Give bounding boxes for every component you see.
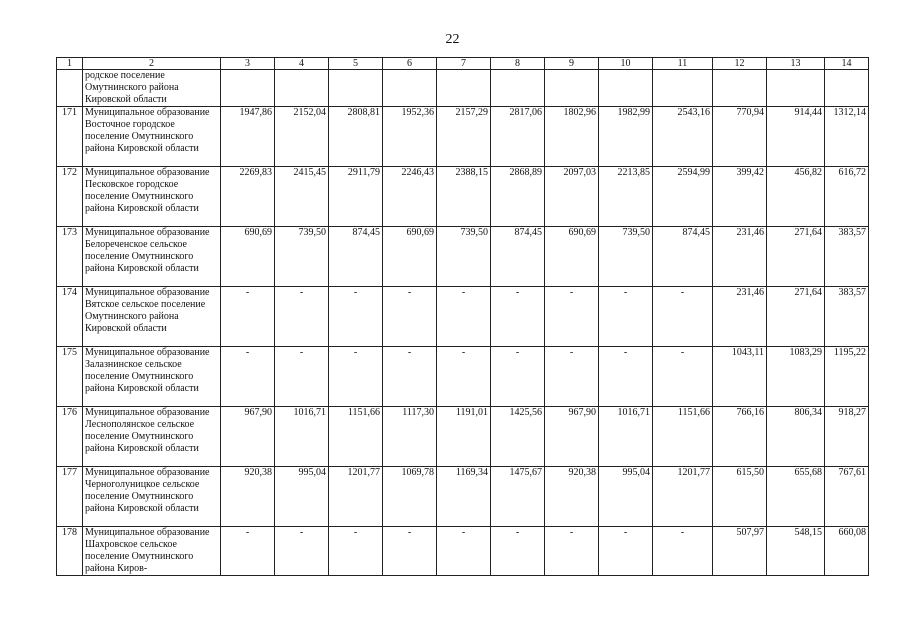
value-cell: 1201,77	[329, 467, 383, 527]
municipality-name: Муниципальное образование Восточное городское поселение Омутнинского района Кировской области	[83, 107, 221, 167]
value-cell: -	[599, 527, 653, 576]
table-row	[57, 107, 869, 167]
value-cell: -	[437, 287, 491, 347]
value-cell: 1947,86	[221, 107, 275, 167]
value-cell: 2269,83	[221, 167, 275, 227]
table-row	[57, 527, 869, 576]
row-number: 176	[57, 407, 83, 467]
value-cell: -	[221, 287, 275, 347]
value-cell: -	[653, 527, 713, 576]
value-cell: 2152,04	[275, 107, 329, 167]
column-header: 3	[221, 58, 275, 70]
row-number	[57, 70, 83, 107]
value-cell: -	[653, 347, 713, 407]
value-cell: -	[275, 287, 329, 347]
row-number: 173	[57, 227, 83, 287]
value-cell: 2388,15	[437, 167, 491, 227]
value-cell: 766,16	[713, 407, 767, 467]
value-cell: 2097,03	[545, 167, 599, 227]
municipality-name: Муниципальное образование Черноголуницкое сельское поселение Омутнинского района Кировской области	[83, 467, 221, 527]
value-cell: 918,27	[825, 407, 869, 467]
column-header: 14	[825, 58, 869, 70]
table-row	[57, 467, 869, 527]
value-cell: 231,46	[713, 227, 767, 287]
value-cell: -	[275, 347, 329, 407]
value-cell: 995,04	[599, 467, 653, 527]
municipality-name: Муниципальное образование Шахровское сельское поселение Омутнинского района Киров-	[83, 527, 221, 576]
value-cell: 690,69	[221, 227, 275, 287]
value-cell: 1117,30	[383, 407, 437, 467]
table-row	[57, 347, 869, 407]
value-cell: -	[599, 287, 653, 347]
value-cell: -	[437, 527, 491, 576]
column-header: 2	[83, 58, 221, 70]
value-cell: 507,97	[713, 527, 767, 576]
value-cell: -	[383, 347, 437, 407]
value-cell: 2817,06	[491, 107, 545, 167]
value-cell: 920,38	[221, 467, 275, 527]
municipality-name: родское поселение Омутнинского района Кировской области	[83, 70, 221, 107]
column-header: 11	[653, 58, 713, 70]
column-header: 5	[329, 58, 383, 70]
value-cell: -	[545, 347, 599, 407]
value-cell: -	[491, 287, 545, 347]
value-cell: -	[221, 527, 275, 576]
table-row	[57, 287, 869, 347]
value-cell: 874,45	[329, 227, 383, 287]
municipality-name: Муниципальное образование Леснополянское сельское поселение Омутнинского района Кировской области	[83, 407, 221, 467]
page-number: 22	[445, 32, 460, 47]
value-cell: 1475,67	[491, 467, 545, 527]
value-cell: 920,38	[545, 467, 599, 527]
value-cell: 1016,71	[275, 407, 329, 467]
value-cell: 690,69	[383, 227, 437, 287]
value-cell: 399,42	[713, 167, 767, 227]
value-cell: 967,90	[221, 407, 275, 467]
row-number: 175	[57, 347, 83, 407]
value-cell: 383,57	[825, 227, 869, 287]
value-cell: 615,50	[713, 467, 767, 527]
value-cell: 1802,96	[545, 107, 599, 167]
value-cell: -	[329, 347, 383, 407]
value-cell: 1043,11	[713, 347, 767, 407]
column-header: 1	[57, 58, 83, 70]
column-header: 12	[713, 58, 767, 70]
value-cell: 739,50	[599, 227, 653, 287]
value-cell: -	[437, 347, 491, 407]
value-cell: 2594,99	[653, 167, 713, 227]
value-cell	[221, 70, 275, 107]
value-cell: -	[383, 527, 437, 576]
value-cell: 874,45	[653, 227, 713, 287]
value-cell	[275, 70, 329, 107]
value-cell: 2543,16	[653, 107, 713, 167]
value-cell: 456,82	[767, 167, 825, 227]
value-cell: -	[545, 527, 599, 576]
value-cell: 1312,14	[825, 107, 869, 167]
value-cell: -	[491, 347, 545, 407]
row-number: 177	[57, 467, 83, 527]
value-cell: -	[653, 287, 713, 347]
value-cell: 767,61	[825, 467, 869, 527]
value-cell	[329, 70, 383, 107]
column-header: 13	[767, 58, 825, 70]
municipality-name: Муниципальное образование Залазнинское сельское поселение Омутнинского района Кировской области	[83, 347, 221, 407]
value-cell: 660,08	[825, 527, 869, 576]
value-cell: 1195,22	[825, 347, 869, 407]
value-cell: 1151,66	[329, 407, 383, 467]
table-row	[57, 227, 869, 287]
row-number: 171	[57, 107, 83, 167]
value-cell: 2808,81	[329, 107, 383, 167]
table-row	[57, 70, 869, 107]
value-cell: 739,50	[275, 227, 329, 287]
value-cell	[713, 70, 767, 107]
value-cell	[491, 70, 545, 107]
value-cell: 874,45	[491, 227, 545, 287]
value-cell: -	[329, 527, 383, 576]
value-cell: 770,94	[713, 107, 767, 167]
value-cell: -	[383, 287, 437, 347]
column-header: 9	[545, 58, 599, 70]
value-cell: 1982,99	[599, 107, 653, 167]
column-header: 6	[383, 58, 437, 70]
table-row	[57, 167, 869, 227]
value-cell: 383,57	[825, 287, 869, 347]
value-cell: -	[275, 527, 329, 576]
row-number: 178	[57, 527, 83, 576]
value-cell: 1069,78	[383, 467, 437, 527]
column-header: 7	[437, 58, 491, 70]
value-cell	[383, 70, 437, 107]
value-cell: 2415,45	[275, 167, 329, 227]
value-cell	[653, 70, 713, 107]
value-cell: 1169,34	[437, 467, 491, 527]
value-cell: 1083,29	[767, 347, 825, 407]
column-header: 10	[599, 58, 653, 70]
value-cell: 2868,89	[491, 167, 545, 227]
value-cell: 271,64	[767, 287, 825, 347]
value-cell	[767, 70, 825, 107]
value-cell: 739,50	[437, 227, 491, 287]
tariff-table	[56, 57, 869, 576]
value-cell: 690,69	[545, 227, 599, 287]
value-cell: 2911,79	[329, 167, 383, 227]
value-cell	[545, 70, 599, 107]
value-cell: -	[491, 527, 545, 576]
value-cell	[599, 70, 653, 107]
municipality-name: Муниципальное образование Вятское сельское поселение Омутнинского района Кировской области	[83, 287, 221, 347]
value-cell: 806,34	[767, 407, 825, 467]
value-cell: 271,64	[767, 227, 825, 287]
value-cell: 655,68	[767, 467, 825, 527]
value-cell: 995,04	[275, 467, 329, 527]
value-cell: 1191,01	[437, 407, 491, 467]
value-cell: 616,72	[825, 167, 869, 227]
value-cell	[437, 70, 491, 107]
value-cell: 967,90	[545, 407, 599, 467]
row-number: 172	[57, 167, 83, 227]
value-cell: 1952,36	[383, 107, 437, 167]
value-cell: 914,44	[767, 107, 825, 167]
municipality-name: Муниципальное образование Белореченское сельское поселение Омутнинского района Кировской области	[83, 227, 221, 287]
table-row	[57, 407, 869, 467]
column-header: 4	[275, 58, 329, 70]
value-cell: 2213,85	[599, 167, 653, 227]
value-cell: 1425,56	[491, 407, 545, 467]
value-cell: -	[221, 347, 275, 407]
value-cell: -	[545, 287, 599, 347]
municipality-name: Муниципальное образование Песковское городское поселение Омутнинского района Кировской области	[83, 167, 221, 227]
value-cell: 1016,71	[599, 407, 653, 467]
value-cell: 548,15	[767, 527, 825, 576]
value-cell: 2246,43	[383, 167, 437, 227]
column-header: 8	[491, 58, 545, 70]
header-row	[57, 58, 869, 70]
value-cell	[825, 70, 869, 107]
value-cell: -	[599, 347, 653, 407]
value-cell: 231,46	[713, 287, 767, 347]
row-number: 174	[57, 287, 83, 347]
value-cell: -	[329, 287, 383, 347]
value-cell: 2157,29	[437, 107, 491, 167]
value-cell: 1151,66	[653, 407, 713, 467]
value-cell: 1201,77	[653, 467, 713, 527]
